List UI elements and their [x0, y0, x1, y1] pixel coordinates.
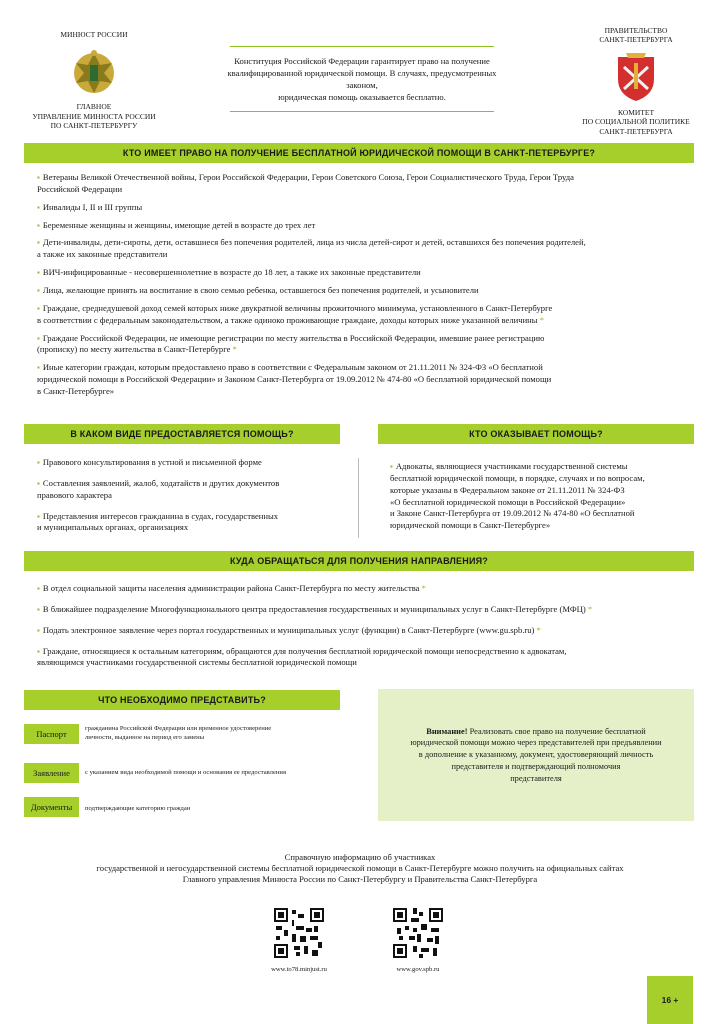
list-item: ▪ В ближайшее подразделение Многофункционального центра предоставления государственных и муниципальных услуг в Санкт-Петербурге (МФЦ) *	[37, 603, 593, 614]
list-item: ▪ Лица, желающие принять на воспитание в свою семью ребенка, оставшегося без попечения родителей, и усыновители	[37, 285, 479, 296]
docs-section-title: ЧТО НЕОБХОДИМО ПРЕДСТАВИТЬ?	[24, 690, 340, 710]
spb-coat-of-arms-icon	[608, 49, 664, 105]
list-item: ▪ Беременные женщины и женщины, имеющие детей в возрасте до трех лет	[37, 219, 316, 230]
who-section-title: КТО ИМЕЕТ ПРАВО НА ПОЛУЧЕНИЕ БЕСПЛАТНОЙ ЮРИДИЧЕСКОЙ ПОМОЩИ В САНКТ-ПЕТЕРБУРГЕ?	[24, 143, 694, 163]
list-item: ▪ Правового консультирования в устной и письменной форме	[37, 457, 262, 467]
doc-label-passport: Паспорт	[24, 724, 79, 744]
doc-text-documents: подтверждающие категорию граждан	[85, 805, 191, 812]
list-item: ▪ Граждане Российской Федерации, не имеющие регистрации по месту жительства в Российской Федерации, имевшие ранее регистрацию (прописку) по месту жительства в Санкт-Петербурге *	[37, 332, 545, 355]
attention-label: Внимание!	[426, 726, 468, 736]
divider	[230, 111, 494, 112]
doc-label-application: Заявление	[24, 763, 79, 783]
url-minjust[interactable]: www.to78.minjust.ru	[271, 966, 327, 973]
form-list	[37, 457, 347, 540]
age-rating-badge: 16 +	[647, 976, 693, 1024]
header-left	[24, 30, 164, 131]
list-item: ▪ Составления заявлений, жалоб, ходатайств и других документов правового характера	[37, 477, 280, 500]
list-item: ▪ Инвалиды I, II и III группы	[37, 201, 143, 212]
constitution-note: Конституция Российской Федерации гарантирует право на получение квалифицированной юридической помощи. В случаях, предусмотренных законом, юридическая помощь оказывается бесплатно.	[222, 46, 502, 112]
provider-section-title: КТО ОКАЗЫВАЕТ ПОМОЩЬ?	[378, 424, 694, 444]
doc-text-application: с указанием вида необходимой помощи и основания ее предоставления	[85, 769, 286, 776]
list-item: ▪ Подать электронное заявление через портал государственных и муниципальных услуг (функции) в Санкт-Петербурге (www.gu.spb.ru) *	[37, 624, 541, 635]
list-item: ▪ В отдел социальной защиты населения администрации района Санкт-Петербурга по месту жительства *	[37, 583, 426, 593]
who-list	[37, 172, 697, 404]
doc-label-documents: Документы	[24, 797, 79, 817]
attention-box: Внимание! Реализовать свое право на получение бесплатной юридической помощи можно через представителей при предъявлении в дополнение к указанному, документ, удостоверяющий личность представителя и подтверждающий полномочия представителя	[378, 689, 694, 821]
doc-text-passport: гражданина Российской Федерации или временное удостоверение личности, выданное на период его замены	[85, 725, 272, 741]
qr-code-minjust-icon[interactable]	[274, 908, 324, 958]
url-gov-spb[interactable]: www.gov.spb.ru	[396, 966, 440, 973]
header-right	[566, 26, 706, 136]
committee-title: КОМИТЕТ ПО СОЦИАЛЬНОЙ ПОЛИТИКЕ САНКТ-ПЕТЕРБУРГА	[582, 107, 690, 136]
form-section-title: В КАКОМ ВИДЕ ПРЕДОСТАВЛЯЕТСЯ ПОМОЩЬ?	[24, 424, 340, 444]
qr-code-gov-spb-icon[interactable]	[393, 908, 443, 958]
list-item: ▪ Иные категории граждан, которым предоставлено право в соответствии с Федеральным законом от 21.11.2011 № 324-ФЗ «О бесплатной юридической помощи в Российской Федерации» и Законом Санкт-Петербурга от 19.09.2012 № 474-80 «О бесплатной юридической помощи в Санкт-Петербурге»	[37, 362, 552, 397]
footer-info: Справочную информацию об участниках государственной и негосударственной системы бесплатной юридической помощи в Санкт-Петербурге можно получить на официальных сайтах Главного управления Минюста России по Санкт-Петербургу и Правительства Санкт-Петербурга	[96, 852, 624, 885]
where-list	[37, 583, 702, 675]
list-item: ▪ ВИЧ-инфицированные - несовершеннолетние в возрасте до 18 лет, а также их законные представители	[37, 267, 421, 278]
list-item: ▪ Граждане, относящиеся к остальным категориям, обращаются для получения бесплатной юридической помощи непосредственно к адвокатам, являющимся участниками государственной системы бесплатной юридической помощи	[37, 645, 567, 668]
provider-text: ▪ Адвокаты, являющиеся участниками государственной системы бесплатной юридической помощи, в порядке, случаях и по вопросам, которые указаны в Федеральном законе от 21.11.2011 № 324-ФЗ «О бесплатной юридической помощи в Российской Федерации» и Законе Санкт-Петербурга от 19.09.2012 № 474-80 «О бесплатной юридической помощи в Санкт-Петербурге»	[390, 461, 645, 531]
divider	[358, 458, 359, 538]
where-section-title: КУДА ОБРАЩАТЬСЯ ДЛЯ ПОЛУЧЕНИЯ НАПРАВЛЕНИЯ?	[24, 551, 694, 571]
minjust-emblem-icon	[66, 43, 122, 99]
list-item: ▪ Ветераны Великой Отечественной войны, Герои Российской Федерации, Герои Советского Союза, Герои Социалистического Труда, Герои Труда Российской Федерации	[37, 172, 574, 194]
list-item: ▪ Граждане, среднедушевой доход семей которых ниже двукратной величины прожиточного минимума, установленного в Санкт-Петербурге в соответствии с федеральным законодательством, а также одиноко проживающие граждане, доходы которых ниже указанной величины *	[37, 302, 553, 325]
minjust-title: МИНЮСТ РОССИИ	[60, 30, 128, 39]
minjust-department: ГЛАВНОЕ УПРАВЛЕНИЕ МИНЮСТА РОССИИ ПО САНКТ-ПЕТЕРБУРГУ	[32, 102, 156, 131]
list-item: ▪ Дети-инвалиды, дети-сироты, дети, оставшиеся без попечения родителей, лица из числа детей-сирот и детей, оставшихся без попечения родителей, а также их законные представители	[37, 237, 586, 260]
list-item: ▪ Представления интересов гражданина в судах, государственных и муниципальных органах, организациях	[37, 510, 279, 533]
government-title: ПРАВИТЕЛЬСТВО САНКТ-ПЕТЕРБУРГА	[599, 26, 673, 45]
